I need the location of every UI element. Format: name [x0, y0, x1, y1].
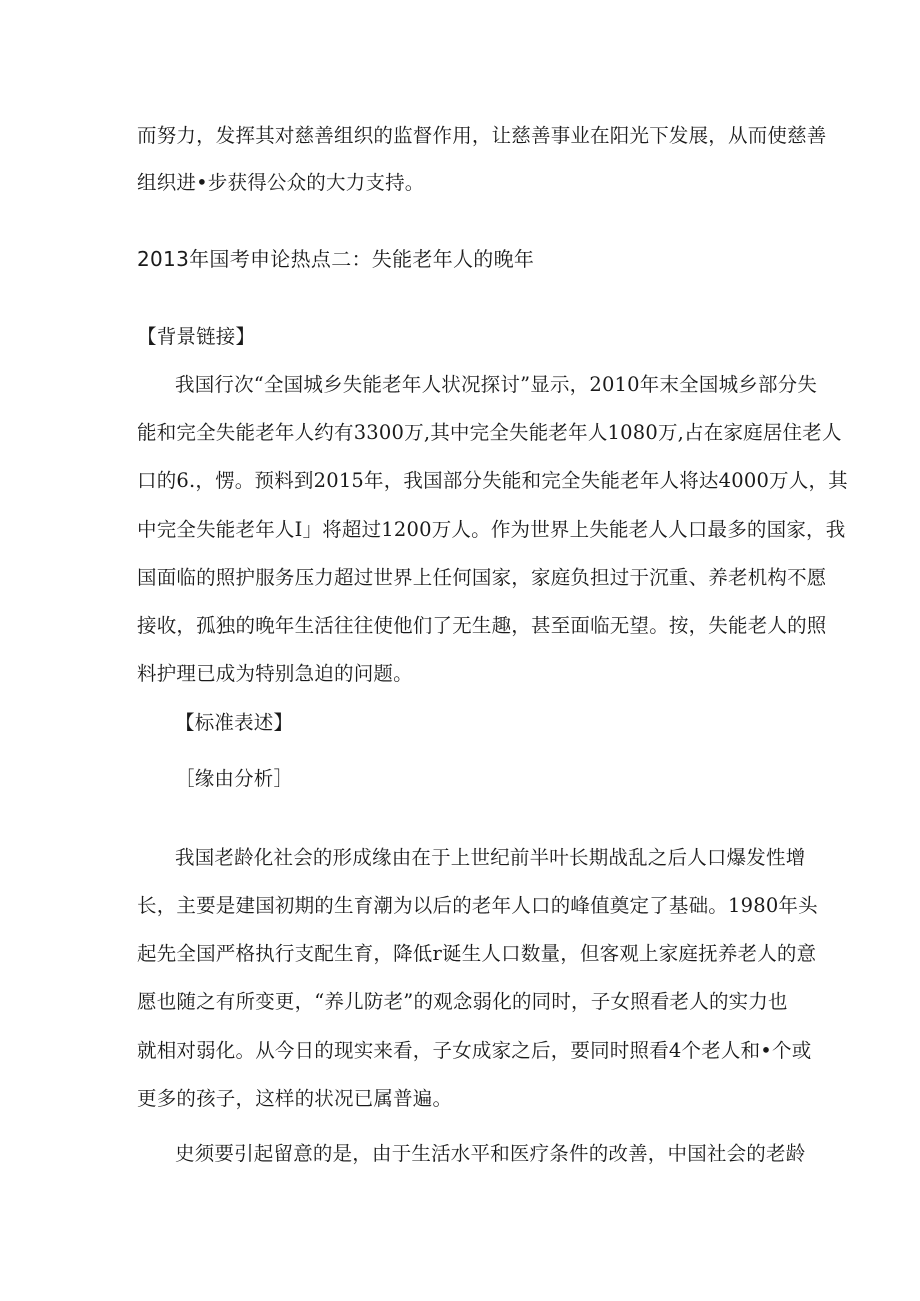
background-line-1: 我国行次“全国城乡失能老年人状况探讨”显示，2010年末全国城乡部分失 [175, 373, 818, 396]
section-title: 2013年国考申论热点二：失能老年人的晚年 [137, 247, 535, 271]
cause-label: ［缘由分析］ [175, 767, 294, 790]
cause-line-1: 我国老龄化社会的形成缘由在于上世纪前半叶长期战乱之后人口爆发性增 [175, 846, 806, 869]
background-line-4: 中完全失能老年人I」将超过1200万人。作为世界上失能老人人口最多的国家，我 [137, 518, 846, 541]
cause-line-3: 起先全国严格执行支配生育，降低r诞生人口数量，但客观上家庭抚养老人的意 [137, 942, 817, 965]
intro-line-1: 而努力，发挥其对慈善组织的监督作用，让慈善事业在阳光下发展，从而使慈善 [137, 124, 827, 147]
background-line-5: 国面临的照护服务压力超过世界上任何国家，家庭负担过于沉重、养老机构不愿 [137, 566, 827, 589]
cause-line-2: 长，主要是建国初期的生育潮为以后的老年人口的峰值奠定了基础。1980年头 [137, 894, 818, 917]
background-line-7: 料护理已成为特别急迫的问题。 [137, 662, 413, 685]
last-line: 史须要引起留意的是，由于生活水平和医疗条件的改善，中国社会的老龄 [175, 1142, 806, 1165]
cause-line-6: 更多的孩子，这样的状况已属普遍。 [137, 1087, 453, 1110]
background-label: 【背景链接】 [137, 325, 256, 348]
cause-line-4: 愿也随之有所变更，“养儿防老”的观念弱化的同时，子女照看老人的实力也 [137, 990, 788, 1013]
background-line-3: 口的6.，愣。预料到2015年，我国部分失能和完全失能老年人将达4000万人，其 [137, 469, 848, 492]
intro-line-2: 组织进•步获得公众的大力支持。 [137, 171, 425, 194]
background-line-6: 接收，孤独的晚年生活往往使他们了无生趣，甚至面临无望。按，失能老人的照 [137, 614, 827, 637]
cause-line-5: 就相对弱化。从今日的现实来看，子女成家之后，要同时照看4个老人和•个或 [137, 1039, 812, 1062]
standard-label: 【标准表述】 [175, 711, 294, 734]
background-line-2: 能和完全失能老年人约有3300万,其中完全失能老年人1080万,占在家庭居住老人 [137, 421, 842, 444]
